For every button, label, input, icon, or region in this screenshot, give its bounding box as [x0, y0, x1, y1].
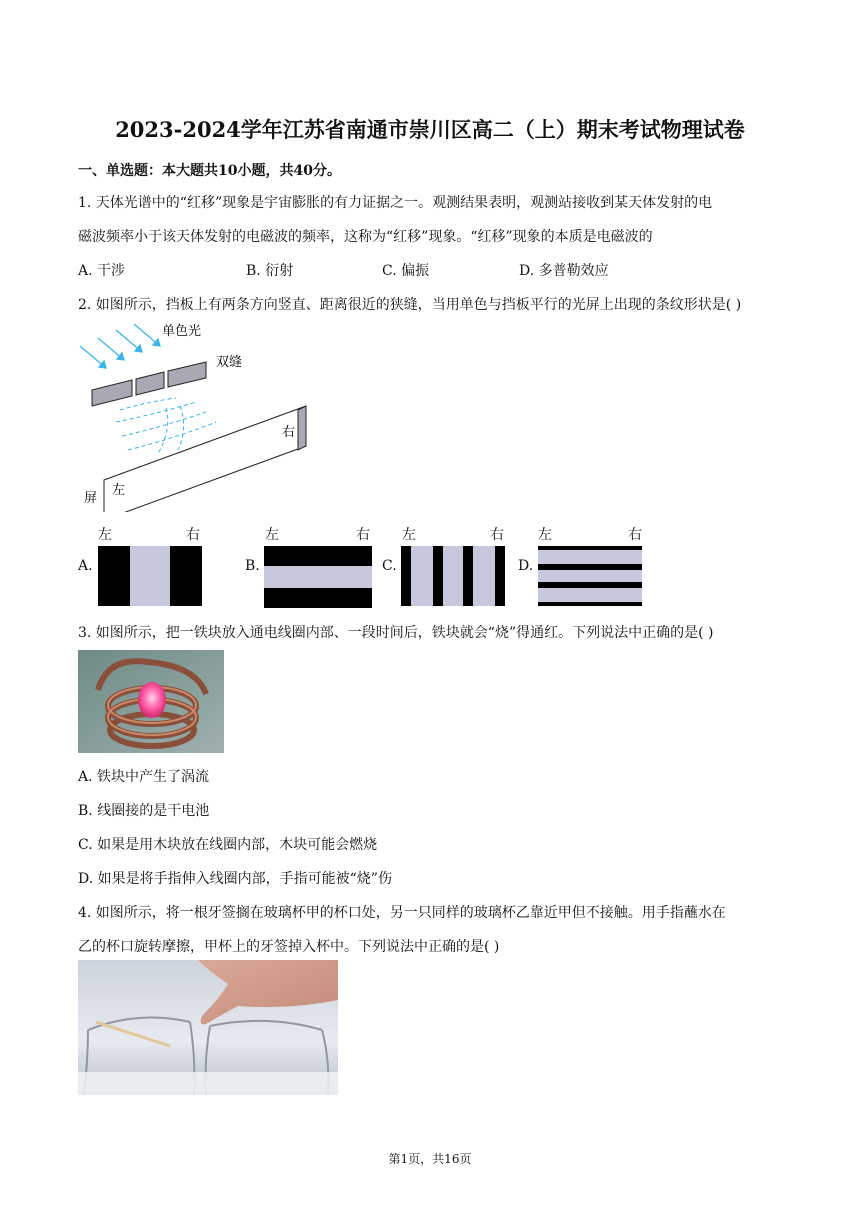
q1-option-a[interactable]: A. 干涉: [78, 263, 126, 279]
slit-plate-icon: [92, 362, 206, 406]
light-label: 单色光: [162, 324, 202, 339]
q3-option-d[interactable]: D. 如果是将手指伸入线圈内部，手指可能被“烧”伤: [78, 871, 392, 887]
q2-option-d[interactable]: D.: [518, 558, 534, 574]
screen-left-label: 左: [112, 483, 126, 498]
page-title: 2023-2024学年江苏省南通市崇川区高二（上）期末考试物理试卷: [115, 117, 745, 142]
q2-option-c[interactable]: C.: [382, 558, 397, 574]
q2-option-d-left: 左: [538, 527, 552, 543]
q2-option-b-right: 右: [356, 527, 370, 543]
screen-right-label: 右: [282, 425, 296, 440]
induction-coil-photo: [78, 650, 224, 753]
q1-option-b[interactable]: B. 衍射: [246, 263, 294, 279]
q1-text-line1: 1. 天体光谱中的“红移”现象是宇宙膨胀的有力证据之一。观测结果表明，观测站接收到某天体发射的电: [78, 195, 713, 211]
q3-option-b[interactable]: B. 线圈接的是干电池: [78, 803, 210, 819]
q3-text: 3. 如图所示，把一铁块放入通电线圈内部、一段时间后，铁块就会“烧”得通红。下列说法中正确的是( ): [78, 625, 714, 641]
q2-option-a-right: 右: [186, 527, 200, 543]
q2-option-c-right: 右: [490, 527, 504, 543]
q1-text-line2: 磁波频率小于该天体发射的电磁波的频率，这称为“红移”现象。“红移”现象的本质是电磁波的: [78, 229, 653, 245]
glowing-iron-icon: [138, 682, 166, 718]
q4-text-line1: 4. 如图所示，将一根牙签搁在玻璃杯甲的杯口处，另一只同样的玻璃杯乙靠近甲但不接触。用手指蘸水在: [78, 905, 726, 921]
q1-option-c[interactable]: C. 偏振: [382, 263, 430, 279]
q2-option-b-left: 左: [265, 527, 279, 543]
q2-option-d-right: 右: [628, 527, 642, 543]
q2-option-b[interactable]: B.: [245, 558, 260, 574]
q2-option-c-left: 左: [402, 527, 416, 543]
q2-pattern-d[interactable]: [538, 546, 642, 606]
q2-pattern-b[interactable]: [264, 546, 372, 608]
q3-option-a[interactable]: A. 铁块中产生了涡流: [78, 769, 210, 785]
q2-option-a-left: 左: [98, 527, 112, 543]
screen-label: 屏: [84, 491, 98, 506]
q2-option-a[interactable]: A.: [78, 558, 93, 574]
q3-option-c[interactable]: C. 如果是用木块放在线圈内部，木块可能会燃烧: [78, 837, 378, 853]
double-slit-figure: [76, 318, 316, 512]
slit-label: 双缝: [216, 355, 243, 370]
section-heading: 一、单选题：本大题共10小题，共40分。: [78, 163, 341, 179]
q2-text: 2. 如图所示，挡板上有两条方向竖直、距离很近的狭缝，当用单色与挡板平行的光屏上出现的条纹形状是( ): [78, 297, 742, 313]
q2-pattern-c[interactable]: [401, 546, 505, 606]
glass-cups-photo: [78, 960, 338, 1095]
q1-option-d[interactable]: D. 多普勒效应: [519, 263, 609, 279]
light-rays-icon: [80, 324, 160, 368]
page-footer: 第1页，共16页: [388, 1152, 472, 1166]
q4-text-line2: 乙的杯口旋转摩擦，甲杯上的牙签掉入杯中。下列说法中正确的是( ): [78, 939, 500, 955]
screen-icon: [104, 406, 306, 512]
q2-pattern-a[interactable]: [98, 546, 202, 606]
